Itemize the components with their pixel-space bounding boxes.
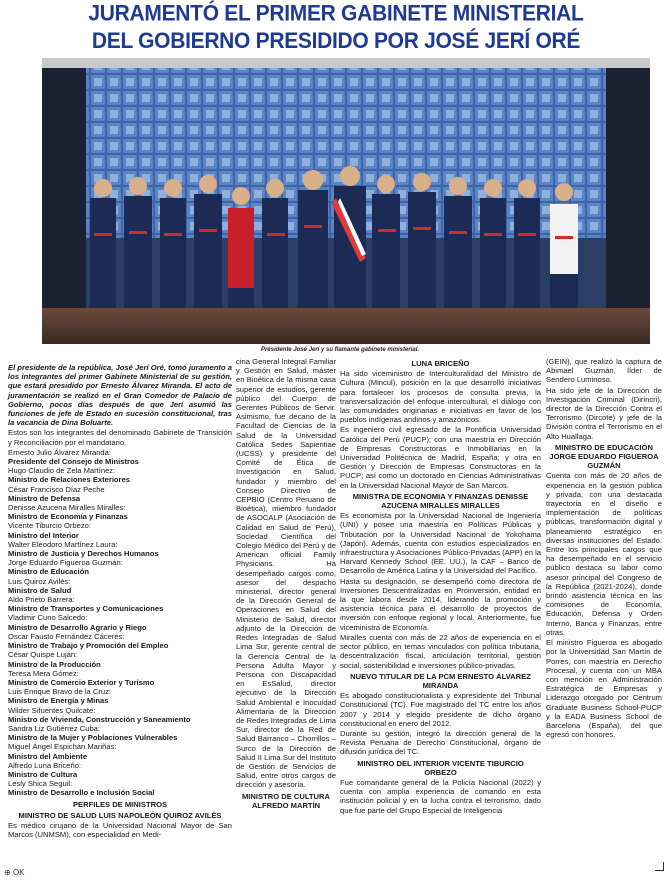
minister-post: Ministro de Salud bbox=[8, 585, 72, 595]
minister-post: Ministro de Economía y Finanzas bbox=[8, 512, 128, 522]
minister-post: Ministro de Desarrollo e Inclusión Social bbox=[8, 788, 155, 798]
minister-post: Ministro de Trabajo y Promoción del Empleo bbox=[8, 641, 169, 651]
intro-paragraph: Estos son los integrantes del denominado Gabinete de Transición y Reconciliación por el mandatario. bbox=[8, 428, 232, 447]
headline-line-2: DEL GOBIERNO PRESIDIDO POR JOSÉ JERÍ ORÉ bbox=[91, 29, 581, 54]
minister-post: Ministro de Energía y Minas bbox=[8, 696, 109, 706]
minister-post: Ministro de Cultura bbox=[8, 769, 78, 779]
interior-text-2: Ha sido jefe de la Dirección de Investigación Criminal (Dirincri), director de la Dirección Contra el Terrorismo (Dircote) y jefe de la División contra el Terrorismo en el Alto Huallaga. bbox=[546, 385, 662, 441]
minister-name: Luis Enrique Bravo de la Cruz: bbox=[8, 687, 111, 697]
minister-post: Ministro de Transportes y Comunicaciones bbox=[8, 604, 164, 614]
cultura-text-2: Es ingeniero civil egresado de la Pontificia Universidad Católica del Perú (PUCP); con una maestría en Dirección de Empresas Constructoras e Inmobiliarias en la Universidad Politécnica de Madrid, España; y otra en Gestión y Dirección de Empresas Constructoras en la PUCP; así como un doctorado en Ciencias Administrativas en la Universidad Nacional Mayor de San Marcos. bbox=[340, 425, 541, 490]
minister-name: Miguel Ángel Espichán Mariñas: bbox=[8, 742, 117, 752]
minister-name: Wilder Sifuentes Quilcate: bbox=[8, 705, 96, 715]
headline-line-1: JURAMENTÓ EL PRIMER GABINETE MINISTERIAL bbox=[88, 1, 584, 26]
minister-post: Ministro de Educación bbox=[8, 567, 90, 577]
economia-heading: MINISTRA DE ECONOMIA Y FINANZAS DENISSE AZUCENA MIRALLES MIRALLES bbox=[352, 491, 529, 511]
minister-name: Ernesto Julio Álvarez Miranda: bbox=[8, 447, 111, 457]
minister-name: César Francisco Díaz Peche bbox=[8, 484, 105, 494]
minister-name: Sandra Liz Gutiérrez Cuba: bbox=[8, 723, 101, 733]
economia-text-1: Es economista por la Universidad Nacional de Ingeniería (UNI) y posee una maestría en Políticas Públicas y Tributación por la Universidad Nacional de Yokohama (Japón). Además, cuenta con estudios especializados en infraestructura y Asociaciones Público-Privadas (APP) en la Harvard Kennedy School (EE. UU.), la CAF – Banco de Desarrollo de América Latina y la Universidad del Pacífico. bbox=[340, 511, 541, 576]
salud-profile-text: cina General Integral Familiar y Gestión en Salud, máster en Bioética de la misma casa superior de estudios, gerente público del Cuerpo de Gerentes Públicos de Servir. Asimismo, fue decano de la Facultad de Ciencias de la Salud de la Universidad Católica Sedes Sapientiae (UCSS) y presidente del Comité de Ética de Investigación en Salud, fundador y miembro del Consejo Directivo de CEPBIO (Centro Peruano de Bioética), miembro fundador de ASOCALP (Asociación de Calidad en Salud de Perú), Sociedad Científica del Colegio Médico del Perú y de American official Family Physicians. Ha desempeñado cargos como, asesor del despacho ministerial, director general de la Dirección General de Operaciones en Salud del Ministerio de Salud, director adjunto de la Dirección de Redes Integradas de Salud Lima Sur, gerente central de la Gerencia Central de la Persona Adulta Mayor y Persona con Discapacidad en EsSalud, director ejecutivo de la Dirección Salud Ambiental e Inocuidad Alimentaria de la Dirección de Redes Integradas de Lima Sur, director de la Red de Salud Barranco – Chorrillos – Surco de la Dirección de Salud II Lima Sur del Instituto de Gestión de Servicios de Salud, entre otros cargos de dirección y asesoría. bbox=[236, 357, 336, 790]
minister-name: Denisse Azucena Miralles Miralles: bbox=[8, 503, 126, 513]
cabinet-photo-illustration bbox=[42, 58, 650, 344]
minister-name: Hugo Claudio de Zela Martínez: bbox=[8, 466, 116, 476]
minister-name: Luis Quiroz Avilés: bbox=[8, 576, 71, 586]
footer-logo-text: OK bbox=[12, 868, 25, 877]
minister-post: Ministro de Vivienda, Construcción y Saneamiento bbox=[8, 714, 191, 724]
minister-name: Jorge Eduardo Figueroa Guzmán: bbox=[8, 558, 123, 568]
economia-text-2: Hasta su designación, se desempeñó como directora de Inversiones Descentralizadas en Proinversión, entidad en la que labora desde 2014, liderando la promoción y asistencia técnica para el desarrollo de proyectos de inversión con enfoque regional y local. Anteriormente, fue viceministra de Economía. bbox=[340, 576, 541, 632]
minister-post: Ministro de Desarrollo Agrario y Riego bbox=[8, 622, 147, 632]
minister-post: Ministro de la Mujer y Poblaciones Vulnerables bbox=[8, 733, 178, 743]
interior-text-cont: (GEIN), que realizó la captura de Abimael Guzmán, líder de Sendero Luminoso. bbox=[546, 357, 662, 385]
minister-name: Vladimir Cuno Salcedo: bbox=[8, 613, 88, 623]
column-2 bbox=[236, 357, 336, 811]
minister-name: Oscar Fausto Fernández Cáceres: bbox=[8, 631, 125, 641]
minister-name: César Quispe Luján: bbox=[8, 650, 78, 660]
minister-name: Vicente Tiburcio Orbezo: bbox=[8, 521, 92, 531]
educacion-text-1: Cuenta con más de 20 años de experiencia en la gestión pública y privada, con una destacada trayectoria en el diseño e implementación de políticas públicas, transformación digital y planeamiento estratégico en diversas instituciones del Estado. Entre los principales cargos que ha desempeñado en el servicio público destaca su labor como asesor principal del Congreso de la República (2021-2024), donde brindó asistencia técnica en las comisiones de Economía, Educación, Defensa y Orden Interno, Banca y Finanzas, entre otras. bbox=[546, 471, 662, 637]
pcm-text-1: Es abogado constitucionalista y expresidente del Tribunal Constitucional (TC). Fue magistrado del TC entre los años 2007 y 2014 y elegido presidente de dicho órgano constitucional en enero del 2012. bbox=[340, 691, 541, 728]
cultura-text-1: Ha sido viceministro de Interculturalidad del Ministro de Cultura (Mincul), posición en la que desarrolló iniciativas para fortalecer los procesos de consulta previa, la transversalización del enfoque intercultural, el diálogo con las comunidades originarias e iniciativas en favor de los pueblos indígenas andinos y amazónicos. bbox=[340, 369, 541, 425]
cultura-heading-cont: LUNA BRICEÑO bbox=[411, 359, 470, 368]
minister-post: Ministro del Interior bbox=[8, 530, 79, 540]
minister-post: Ministro de Defensa bbox=[8, 493, 81, 503]
salud-heading: MINISTRO DE SALUD LUIS NAPOLEÓN QUIROZ AVILÉS bbox=[18, 810, 222, 820]
minister-name: Alfredo Luna Briceño: bbox=[8, 760, 82, 770]
corner-mark bbox=[655, 862, 664, 871]
salud-text: Es médico cirujano de la Universidad Nacional Mayor de San Marcos (UNMSM), con especialidad en Medi- bbox=[8, 820, 232, 840]
cultura-heading: MINISTRO DE CULTURA ALFREDO MARTÍN bbox=[241, 791, 331, 810]
pcm-heading: NUEVO TITULAR DE LA PCM ERNESTO ÁLVAREZ MIRANDA bbox=[350, 671, 531, 690]
minister-name: Lesly Shica Seguil: bbox=[8, 779, 73, 789]
minister-post: Presidente del Consejo de Ministros bbox=[8, 457, 139, 467]
minister-post: Ministro de Justicia y Derechos Humanos bbox=[8, 549, 159, 559]
minister-name: Aldo Prieto Barrera: bbox=[8, 595, 75, 605]
profiles-heading: PERFILES DE MINISTROS bbox=[72, 799, 168, 809]
minister-post: Ministro de Comercio Exterior y Turismo bbox=[8, 677, 155, 687]
column-1 bbox=[8, 363, 232, 840]
column-3 bbox=[340, 357, 541, 816]
interior-heading: MINISTRO DEL INTERIOR VICENTE TIBURCIO ORBEZO bbox=[357, 758, 524, 777]
minister-name: Walter Eleodoro Martínez Laura: bbox=[8, 539, 118, 549]
ministers-list bbox=[8, 448, 232, 798]
pcm-text-2: Durante su gestión, integró la dirección general de la Revista Peruana de Derecho Constitucional, órgano de difusión jurídica del TC. bbox=[340, 728, 541, 757]
minister-post: Ministro de la Producción bbox=[8, 659, 101, 669]
cabinet-photo bbox=[42, 58, 650, 344]
headline bbox=[0, 1, 672, 56]
educacion-heading: MINISTRO DE EDUCACIÓN JORGE EDUARDO FIGUEROA GUZMÁN bbox=[549, 442, 659, 471]
minister-post: Ministro de Relaciones Exteriores bbox=[8, 475, 130, 485]
minister-name: Teresa Mera Gómez: bbox=[8, 668, 79, 678]
logo-circle-icon: ⊕ bbox=[4, 868, 11, 877]
minister-post: Ministro del Ambiente bbox=[8, 751, 88, 761]
interior-text: Fue comandante general de la Policía Nacional (2022) y cuenta con amplia experiencia de comando en esta institución policial y en la lucha contra el terrorismo, dado que fue parte del Grupo Especial de Inteligencia bbox=[340, 777, 541, 815]
column-4 bbox=[546, 357, 662, 740]
economia-text-3: Miralles cuenta con más de 22 años de experiencia en el sector público, en temas vinculados con política tributaria, descentralización fiscal, articulación territorial, gestión social, sostenibilidad e inversiones público-privadas. bbox=[340, 632, 541, 670]
photo-caption: Presidente José Jerí y su flamante gabinete ministerial. bbox=[260, 347, 420, 353]
footer-logo bbox=[4, 868, 25, 877]
educacion-text-2: El ministro Figueroa es abogado por la Universidad San Martín de Porres, con maestría en Derecho Procesal, y cuenta con un MBA con mención en Administración Estratégica de Empresas y Liderazgo otorgado por Centrum Graduate Business School-PUCP y la EADA Business School de Barcelona (España), del que egresó con honores. bbox=[546, 638, 662, 740]
lead-paragraph: El presidente de la república, José Jerí Oré, tomó juramento a los integrantes del primer Gabinete Ministerial de su gestión, que estará presidido por Ernesto Álvarez Miranda. El acto de juramentación se realizó en el Gran Comedor de Palacio de Gobierno, pocos días después de que Jerí asumió las funciones de jefe de Estado en sucesión constitucional, tras la vacancia de Dina Boluarte. bbox=[8, 363, 232, 428]
